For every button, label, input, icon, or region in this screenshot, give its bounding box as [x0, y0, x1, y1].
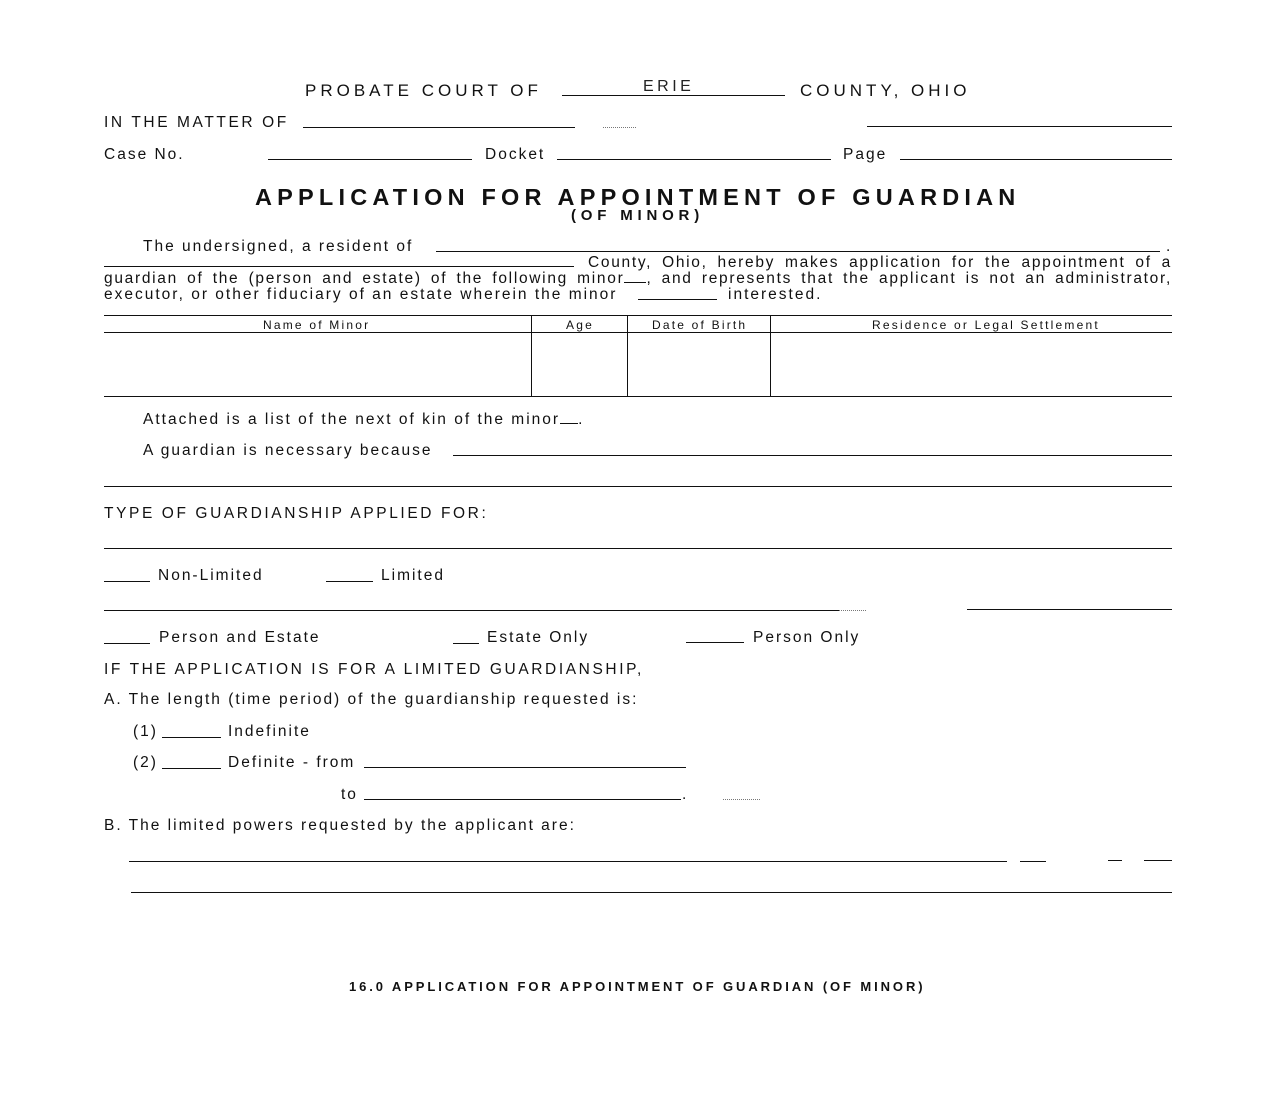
minor-age-cell[interactable] — [532, 333, 627, 396]
definite-from-field[interactable] — [364, 767, 686, 768]
limited-powers-line-fragment — [1144, 860, 1172, 861]
county-suffix: COUNTY, OHIO — [800, 81, 971, 100]
limited-powers-line-fragment — [1108, 860, 1122, 861]
divider-line-fragment — [839, 610, 866, 611]
page-field[interactable] — [900, 159, 1172, 160]
intro-line-3 — [104, 271, 1172, 287]
matter-of-field-right[interactable] — [867, 126, 1172, 127]
minor-residence-cell[interactable] — [771, 333, 1172, 396]
matter-of-label: IN THE MATTER OF — [104, 114, 289, 131]
limited-powers-field-1[interactable] — [129, 861, 1007, 862]
person-and-estate-mark-field[interactable] — [104, 643, 150, 644]
minor-name-cell[interactable] — [104, 333, 531, 396]
minor-plural-field-2[interactable] — [560, 423, 578, 424]
estate-only-mark-field[interactable] — [453, 643, 479, 644]
divider-line-right — [967, 609, 1172, 610]
intro-line-3-before: guardian of the (person and estate) of the following minor — [104, 270, 625, 287]
definite-to-label: to — [341, 786, 358, 803]
limited-guardianship-heading: IF THE APPLICATION IS FOR A LIMITED GUARDIANSHIP, — [104, 661, 644, 678]
minor-plural-field[interactable] — [624, 282, 646, 283]
definite-mark-field[interactable] — [162, 768, 221, 769]
necessity-reason-field[interactable] — [453, 455, 1172, 456]
length-question: A. The length (time period) of the guardianship requested is: — [104, 691, 639, 708]
person-only-mark-field[interactable] — [686, 642, 744, 643]
definite-from-label: Definite - from — [228, 754, 356, 771]
limited-label: Limited — [381, 567, 445, 584]
necessity-label: A guardian is necessary because — [143, 442, 433, 459]
limited-powers-field-2[interactable] — [131, 892, 1172, 893]
option-1-number: (1) — [133, 723, 158, 740]
form-footer-title: 16.0 APPLICATION FOR APPOINTMENT OF GUARDIAN (OF MINOR) — [349, 979, 926, 994]
page-label: Page — [843, 146, 888, 163]
column-header-name-of-minor: Name of Minor — [263, 318, 371, 332]
minor-table — [104, 315, 1172, 397]
intro-line-1-period: . — [1166, 238, 1173, 255]
person-and-estate-label: Person and Estate — [159, 629, 321, 646]
column-header-residence: Residence or Legal Settlement — [872, 318, 1100, 332]
form-title: APPLICATION FOR APPOINTMENT OF GUARDIAN — [255, 184, 1021, 210]
matter-of-field[interactable] — [303, 127, 575, 128]
indefinite-label: Indefinite — [228, 723, 311, 740]
divider-line — [104, 610, 839, 611]
definite-to-field[interactable] — [364, 799, 681, 800]
next-of-kin-period: . — [578, 411, 585, 428]
resident-of-field[interactable] — [436, 251, 1160, 252]
scan-mark — [723, 799, 760, 800]
intro-line-4-before: executor, or other fiduciary of an estate wherein the minor — [104, 286, 618, 303]
docket-field[interactable] — [557, 159, 831, 160]
necessity-reason-field-2[interactable] — [104, 486, 1172, 487]
intro-line-1: The undersigned, a resident of — [143, 238, 414, 255]
next-of-kin-statement — [143, 412, 584, 428]
docket-label: Docket — [485, 146, 546, 163]
limited-mark-field[interactable] — [326, 581, 373, 582]
court-label: PROBATE COURT OF — [305, 81, 542, 100]
option-2-number: (2) — [133, 754, 158, 771]
limited-powers-question: B. The limited powers requested by the applicant are: — [104, 817, 576, 834]
person-only-label: Person Only — [753, 629, 861, 646]
intro-line-3-after: , and represents that the applicant is not an administrator, — [646, 270, 1172, 287]
case-number-label: Case No. — [104, 146, 185, 163]
non-limited-mark-field[interactable] — [104, 581, 150, 582]
guardianship-type-field[interactable] — [104, 548, 1172, 549]
is-are-field[interactable] — [638, 299, 717, 300]
guardianship-type-heading: TYPE OF GUARDIANSHIP APPLIED FOR: — [104, 505, 489, 522]
intro-line-2: County, Ohio, hereby makes application for the appointment of a — [588, 254, 1172, 271]
case-number-field[interactable] — [268, 159, 472, 160]
form-subtitle: (OF MINOR) — [571, 207, 704, 224]
next-of-kin-text: Attached is a list of the next of kin of the minor — [143, 411, 561, 428]
limited-powers-line-fragment — [1020, 861, 1046, 862]
column-header-age: Age — [566, 318, 594, 332]
column-header-date-of-birth: Date of Birth — [652, 318, 748, 332]
indefinite-mark-field[interactable] — [162, 737, 221, 738]
estate-only-label: Estate Only — [487, 629, 590, 646]
minor-date-of-birth-cell[interactable] — [628, 333, 770, 396]
intro-line-4-after: interested. — [728, 286, 823, 303]
scan-mark — [603, 127, 636, 128]
court-county-field[interactable] — [562, 95, 785, 96]
non-limited-label: Non-Limited — [158, 567, 264, 584]
county-name-field[interactable] — [104, 266, 574, 267]
county-value: ERIE — [643, 78, 695, 95]
definite-to-period: . — [682, 786, 689, 803]
